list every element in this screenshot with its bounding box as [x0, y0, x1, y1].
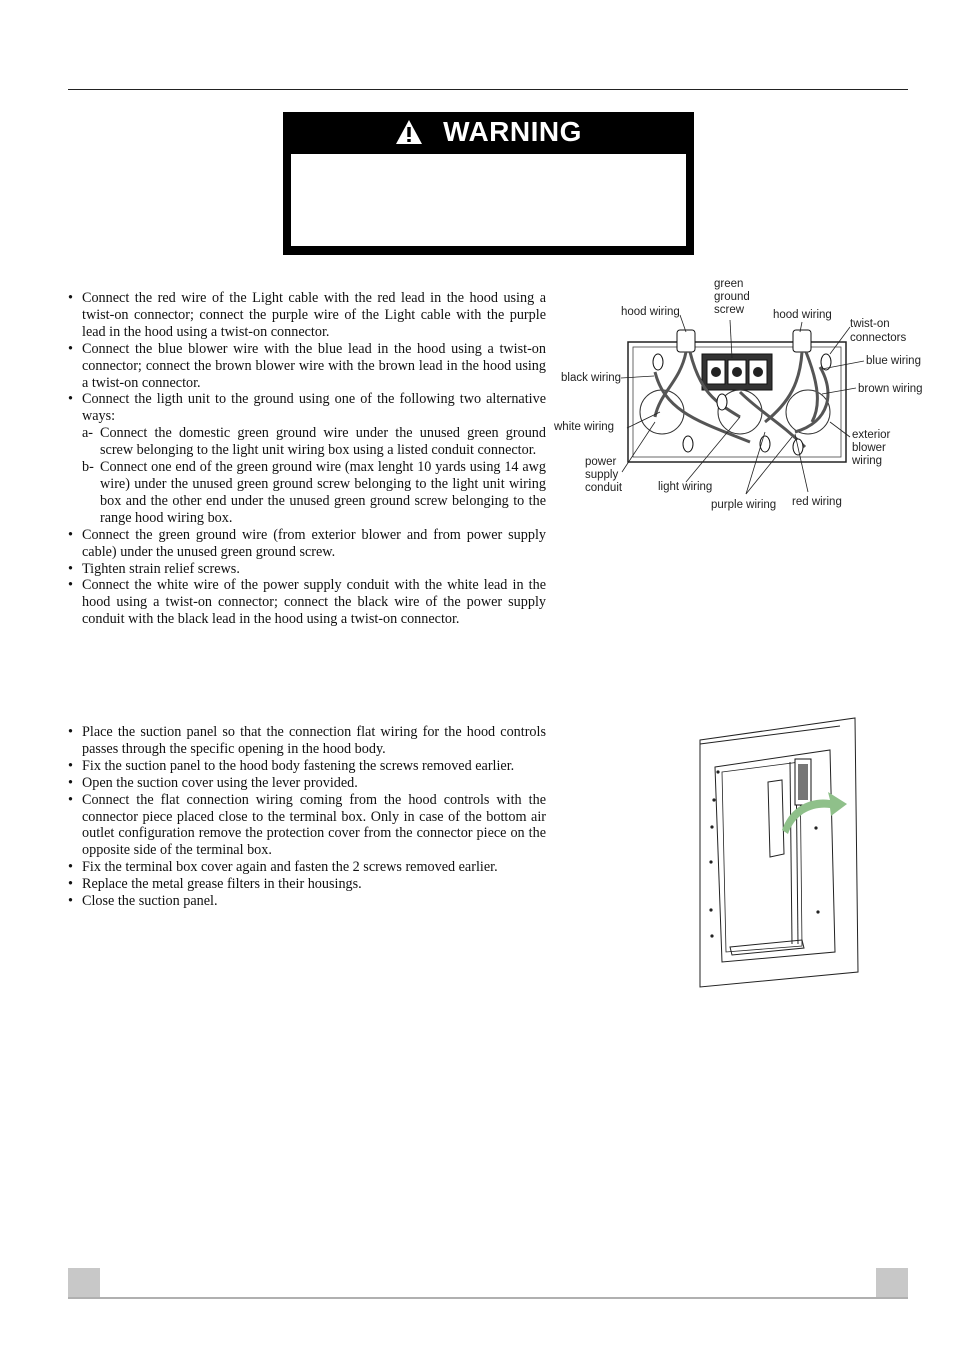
- wiring-step: • Connect the red wire of the Light cable with the red lead in the hood using a twist-on connector; connect the purple wire of the Light cable with the purple lead in the hood using a twist-on connector.: [68, 290, 546, 341]
- panel-step: • Fix the suction panel to the hood body fastening the screws removed earlier.: [68, 758, 546, 775]
- label-black-wiring: black wiring: [561, 372, 622, 384]
- label-power-supply-conduit: supply: [585, 469, 619, 481]
- warning-header: [283, 112, 694, 152]
- label-green-ground-screw: screw: [714, 304, 745, 316]
- wiring-step: • Tighten strain relief screws.: [68, 561, 546, 578]
- label-power-supply-conduit: conduit: [585, 482, 623, 494]
- label-brown-wiring: brown wiring: [858, 383, 923, 395]
- panel-step: • Open the suction cover using the lever provided.: [68, 775, 546, 792]
- panel-step: • Close the suction panel.: [68, 893, 546, 910]
- ground-option: [68, 459, 546, 527]
- panel-step: • Place the suction panel so that the connection flat wiring for the hood controls passes through the specific opening in the hood body.: [68, 724, 546, 758]
- footer-page-box-left: [68, 1268, 100, 1299]
- label-purple-wiring: purple wiring: [711, 499, 777, 511]
- label-exterior-blower-wiring: exterior: [852, 429, 891, 441]
- wiring-step: • Connect the ligth unit to the ground using one of the following two alternative ways:: [68, 391, 546, 425]
- wiring-instructions: [68, 290, 546, 628]
- footer-rule: [68, 1297, 908, 1299]
- ground-option-text: Connect one end of the green ground wire (max lenght 10 yards using 14 awg wire) under the unused green ground screw belonging to the light unit wiring box and the other end under the unused green ground screw belonging to the range hood wiring box.: [100, 459, 546, 526]
- label-blue-wiring: blue wiring: [866, 355, 921, 367]
- warning-body: [291, 154, 686, 246]
- label-exterior-blower-wiring: wiring: [852, 455, 883, 467]
- warning-title: WARNING: [443, 116, 582, 147]
- wiring-step: • Connect the green ground wire (from exterior blower and from power supply cable) under the unused green ground screw.: [68, 527, 546, 561]
- label-light-wiring: light wiring: [658, 481, 713, 493]
- wiring-step: • Connect the white wire of the power supply conduit with the white lead in the hood using a twist-on connector; connect the black wire of the power supply conduit with the black lead in the hood using a twist-on connector.: [68, 577, 546, 628]
- ground-option-text: Connect the domestic green ground wire under the unused green ground screw belonging to the light unit wiring box using a listed conduit connector.: [100, 425, 546, 459]
- panel-instructions: [68, 724, 546, 910]
- ground-option: [68, 425, 546, 459]
- warning-box: [283, 112, 694, 255]
- label-red-wiring: red wiring: [792, 496, 842, 508]
- ground-option-marker: b-: [82, 459, 94, 476]
- wiring-diagram: [550, 272, 930, 522]
- label-twist-on-connectors: twist-on: [850, 318, 890, 330]
- terminal-block: [702, 354, 772, 390]
- label-twist-on-connectors: connectors: [850, 332, 907, 344]
- warning-triangle-icon: [395, 119, 423, 145]
- wiring-step: • Connect the blue blower wire with the blue lead in the hood using a twist-on connector; connect the brown blower wire with the brown lead in the hood using a twist-on connector.: [68, 341, 546, 392]
- footer-page-box-right: [876, 1268, 908, 1299]
- label-hood-wiring-right: hood wiring: [773, 309, 832, 321]
- suction-panel-diagram: [690, 712, 870, 997]
- label-green-ground-screw: ground: [714, 291, 750, 303]
- label-power-supply-conduit: power: [585, 456, 617, 468]
- label-green-ground-screw: green: [714, 278, 744, 290]
- flat-connector: [795, 759, 811, 805]
- top-rule: [68, 89, 908, 90]
- panel-step: • Connect the flat connection wiring coming from the hood controls with the connector piece placed close to the terminal box. Only in case of the bottom air outlet configuration remove the protection cover from the connector piece on the opposite side of the terminal box.: [68, 792, 546, 860]
- panel-step: • Fix the terminal box cover again and fasten the 2 screws removed earlier.: [68, 859, 546, 876]
- label-exterior-blower-wiring: blower: [852, 442, 886, 454]
- ground-option-marker: a-: [82, 425, 94, 442]
- panel-step: • Replace the metal grease filters in their housings.: [68, 876, 546, 893]
- label-hood-wiring-left: hood wiring: [621, 306, 680, 318]
- label-white-wiring: white wiring: [554, 421, 615, 433]
